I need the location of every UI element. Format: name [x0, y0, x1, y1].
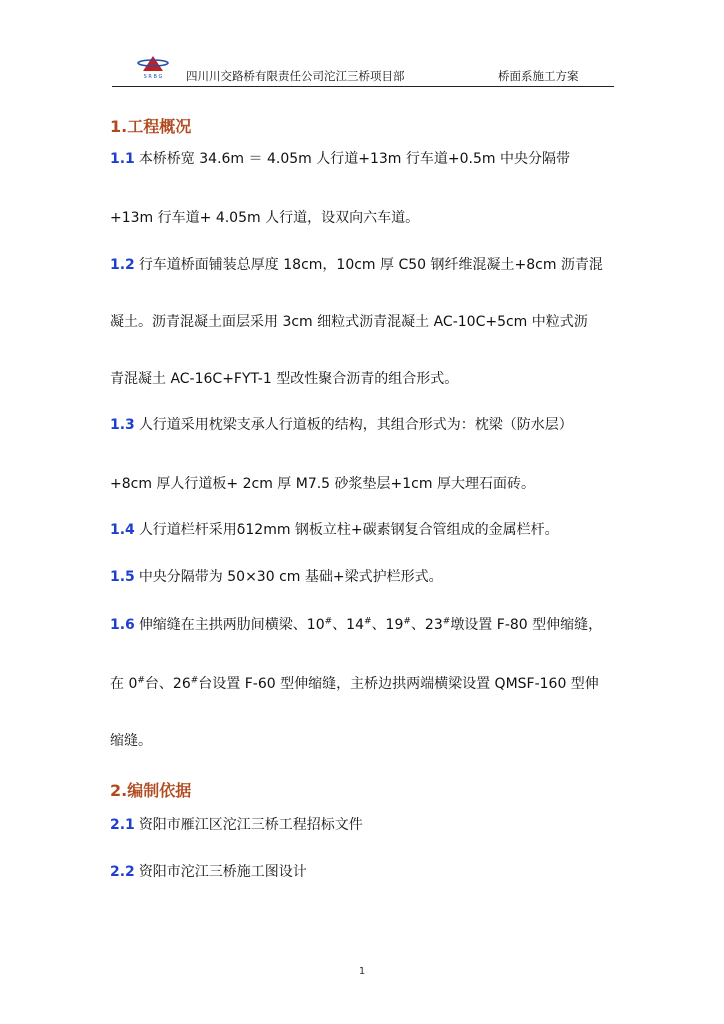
item-1-2-line-3: 青混凝土 AC-16C+FYT-1 型改性聚合沥青的组合形式。	[110, 371, 459, 387]
item-number: 1.6	[110, 617, 135, 633]
item-1-6-line-3: 缩缝。	[110, 733, 152, 749]
item-number: 1.4	[110, 522, 135, 538]
header-company: 四川川交路桥有限责任公司沱江三桥项目部	[186, 69, 405, 83]
item-2-1: 2.1 资阳市雁江区沱江三桥工程招标文件	[110, 817, 363, 833]
page-header	[112, 54, 614, 87]
item-2-2: 2.2 资阳市沱江三桥施工图设计	[110, 864, 307, 880]
item-1-6-line-1: 1.6 伸缩缝在主拱两肋间横梁、10#、14#、19#、23#墩设置 F-80 型伸缩缝，	[110, 616, 603, 633]
section-1-title: 1.工程概况	[110, 117, 192, 136]
logo-text: S R B G	[143, 74, 163, 80]
item-1-2-line-2: 凝土。沥青混凝土面层采用 3cm 细粒式沥青混凝土 AC-10C+5cm 中粒式沥	[110, 314, 588, 330]
page-number: 1	[358, 966, 366, 977]
item-1-5: 1.5 中央分隔带为 50×30 cm 基础+梁式护栏形式。	[110, 569, 443, 585]
item-1-3-line-2: +8cm 厚人行道板+ 2cm 厚 M7.5 砂浆垫层+1cm 厚大理石面砖。	[110, 476, 535, 492]
item-number: 1.3	[110, 417, 135, 433]
section-2-title: 2.编制依据	[110, 781, 192, 800]
item-1-1-line-1: 1.1 本桥桥宽 34.6m ＝ 4.05m 人行道+13m 行车道+0.5m 中央分隔带	[110, 151, 570, 167]
item-number: 1.1	[110, 151, 135, 167]
item-number: 2.2	[110, 864, 135, 880]
item-1-6-line-2: 在 0#台、26#台设置 F-60 型伸缩缝，主桥边拱两端横梁设置 QMSF-160 型伸	[110, 675, 599, 692]
item-number: 2.1	[110, 817, 135, 833]
item-number: 1.2	[110, 257, 135, 273]
item-number: 1.5	[110, 569, 135, 585]
item-1-1-line-2: +13m 行车道+ 4.05m 人行道，设双向六车道。	[110, 210, 420, 226]
company-logo	[136, 54, 170, 80]
item-1-3-line-1: 1.3 人行道采用枕梁支承人行道板的结构，其组合形式为：枕梁（防水层）	[110, 417, 573, 433]
header-document-title: 桥面系施工方案	[498, 69, 579, 83]
item-1-4: 1.4 人行道栏杆采用δ12mm 钢板立柱+碳素钢复合管组成的金属栏杆。	[110, 522, 559, 538]
item-1-2-line-1: 1.2 行车道桥面铺装总厚度 18cm，10cm 厚 C50 钢纤维混凝土+8cm 沥青混	[110, 257, 603, 273]
